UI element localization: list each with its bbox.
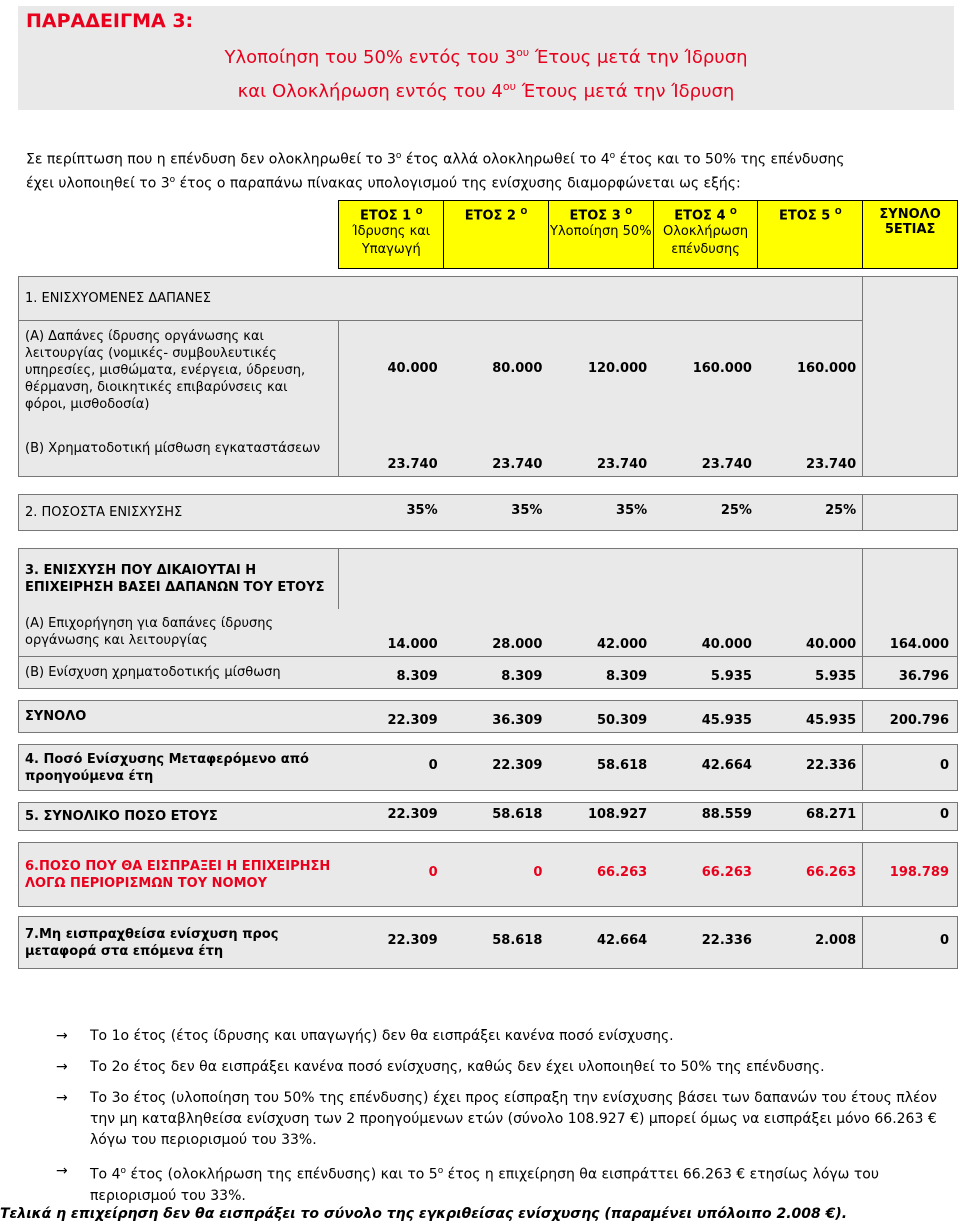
row-6-total: 198.789 — [863, 843, 958, 907]
row-7-label: 7.Μη εισπραχθείσα ενίσχυση προς μεταφορά στα επόμενα έτη — [19, 917, 339, 969]
row-4-y3: 58.618 — [548, 745, 653, 791]
intro-paragraph: Σε περίπτωση που η επένδυση δεν ολοκληρωθεί το $3^o$ έτος αλλά ολοκληρωθεί το $4^o$ έτος και το 50% της επένδυσης έχει υλοποιηθεί το $3^o$ έτος ο παραπάνω πίνακας υπολογισμού της ενίσχυσης διαμορφώνεται ως εξής: — [26, 151, 845, 192]
note-item-1: → Το 1ο έτος (έτος ίδρυσης και υπαγωγής) δεν θα εισπράξει κανένα ποσό ενίσχυσης. — [78, 1026, 950, 1047]
grant-row-b — [19, 657, 958, 689]
percent-y4: 25% — [653, 495, 758, 531]
header-year-3: ΕΤΟΣ 3 $^O$ Υλοποίηση 50% — [548, 201, 653, 269]
row-7-y4: 22.336 — [653, 917, 758, 969]
grant-b-y5: 5.935 — [758, 657, 863, 689]
expense-row-b — [19, 421, 958, 477]
row-7-y5: 2.008 — [758, 917, 863, 969]
row-4 — [19, 745, 958, 791]
expense-a-y2: 80.000 — [444, 321, 549, 421]
row-7-total: 0 — [863, 917, 958, 969]
row-6-y2: 0 — [444, 843, 549, 907]
percent-y3: 35% — [548, 495, 653, 531]
expense-a-y1: 40.000 — [339, 321, 444, 421]
row-7-y3: 42.664 — [548, 917, 653, 969]
row-5-y1: 22.309 — [339, 803, 444, 831]
percent-y1: 35% — [339, 495, 444, 531]
header-year-4: ΕΤΟΣ 4 $^O$ Ολοκλήρωση επένδυσης — [653, 201, 758, 269]
row-6-y5: 66.263 — [758, 843, 863, 907]
arrow-bullet-icon: → — [56, 1163, 68, 1179]
sum-y4: 45.935 — [653, 701, 758, 733]
section-3-title: 3. ΕΝΙΣΧΥΣΗ ΠΟΥ ΔΙΚΑΙΟΥΤΑΙ Η ΕΠΙΧΕΙΡΗΣΗ ΒΑΣΕΙ ΔΑΠΑΝΩΝ ΤΟΥ ΕΤΟΥΣ — [19, 549, 339, 609]
example-label: ΠΑΡΑΔΕΙΓΜΑ 3: — [26, 10, 194, 32]
grant-b-y3: 8.309 — [548, 657, 653, 689]
grant-b-y2: 8.309 — [444, 657, 549, 689]
example-header-box — [18, 6, 954, 110]
grant-b-label: (Β) Ενίσχυση χρηματοδοτικής μίσθωση — [19, 657, 339, 689]
grant-a-y3: 42.000 — [548, 609, 653, 657]
row-4-y2: 22.309 — [444, 745, 549, 791]
section-1-row — [19, 277, 958, 321]
sum-row — [19, 701, 958, 733]
expense-b-y3: 23.740 — [548, 421, 653, 477]
arrow-bullet-icon: → — [56, 1090, 68, 1106]
header-line-2: και Ολοκλήρωση εντός του $4^{o\upsilon}$ Έτους μετά την Ίδρυση — [237, 80, 735, 102]
arrow-bullet-icon: → — [56, 1059, 68, 1075]
row-4-y1: 0 — [339, 745, 444, 791]
grant-a-y2: 28.000 — [444, 609, 549, 657]
grant-a-label: (Α) Επιχορήγηση για δαπάνες ίδρυσης οργάνωσης και λειτουργίας — [19, 609, 339, 657]
support-calculation-table — [18, 200, 958, 969]
section-3-row — [19, 549, 958, 609]
row-4-total: 0 — [863, 745, 958, 791]
row-6-y1: 0 — [339, 843, 444, 907]
row-5-y5: 68.271 — [758, 803, 863, 831]
expense-b-y1: 23.740 — [339, 421, 444, 477]
expense-b-y4: 23.740 — [653, 421, 758, 477]
section-2-title: 2. ΠΟΣΟΣΤΑ ΕΝΙΣΧΥΣΗΣ — [19, 495, 339, 531]
row-6 — [19, 843, 958, 907]
notes-list — [56, 1026, 950, 1217]
row-6-label: 6.ΠΟΣΟ ΠΟΥ ΘΑ ΕΙΣΠΡΑΞΕΙ Η ΕΠΙΧΕΙΡΗΣΗ ΛΟΓΩ ΠΕΡΙΟΡΙΣΜΩΝ ΤΟΥ ΝΟΜΟΥ — [19, 843, 339, 907]
row-7-y2: 58.618 — [444, 917, 549, 969]
row-5-y4: 88.559 — [653, 803, 758, 831]
expense-b-y5: 23.740 — [758, 421, 863, 477]
grant-a-y4: 40.000 — [653, 609, 758, 657]
row-5-y3: 108.927 — [548, 803, 653, 831]
row-7 — [19, 917, 958, 969]
sum-total: 200.796 — [863, 701, 958, 733]
final-note: Τελικά η επιχείρηση δεν θα εισπράξει το σύνολο της εγκριθείσας ενίσχυσης (παραμένει υπόλοιπο 2.008 €). — [0, 1206, 848, 1222]
header-year-5: ΕΤΟΣ 5 $^O$ — [758, 201, 863, 269]
grant-row-a — [19, 609, 958, 657]
note-item-4: → Το $4^o$ έτος (ολοκλήρωση της επένδυσης) και το $5^o$ έτος η επιχείρηση θα εισπράττει 66.263 € ετησίως λόγω του περιορισμού του 33%. — [56, 1163, 879, 1204]
header-year-1: ΕΤΟΣ 1 $^O$ Ίδρυσης και Υπαγωγή — [339, 201, 444, 269]
sum-y3: 50.309 — [548, 701, 653, 733]
grant-a-y1: 14.000 — [339, 609, 444, 657]
expense-a-y4: 160.000 — [653, 321, 758, 421]
row-7-y1: 22.309 — [339, 917, 444, 969]
expense-a-y5: 160.000 — [758, 321, 863, 421]
grant-b-y1: 8.309 — [339, 657, 444, 689]
grant-b-total: 36.796 — [863, 657, 958, 689]
expense-b-label: (Β) Χρηματοδοτική μίσθωση εγκαταστάσεων — [19, 421, 339, 477]
row-4-y4: 42.664 — [653, 745, 758, 791]
row-4-label: 4. Ποσό Ενίσχυσης Μεταφερόμενο από προηγούμενα έτη — [19, 745, 339, 791]
note-item-2: → Το 2ο έτος δεν θα εισπράξει κανένα ποσό ενίσχυσης, καθώς δεν έχει υλοποιηθεί το 50% της επένδυσης. — [78, 1057, 950, 1078]
section-1-title: 1. ΕΝΙΣΧΥΟΜΕΝΕΣ ΔΑΠΑΝΕΣ — [19, 277, 863, 321]
expense-b-y2: 23.740 — [444, 421, 549, 477]
expense-a-label: (Α) Δαπάνες ίδρυσης οργάνωσης και λειτουργίας (νομικές- συμβουλευτικές υπηρεσίες, μισθώματα, ενέργεια, ύδρευση, θέρμανση, διοικητικές επιβαρύνσεις και φόροι, μισθοδοσία) — [19, 321, 339, 421]
grant-a-y5: 40.000 — [758, 609, 863, 657]
percent-y5: 25% — [758, 495, 863, 531]
row-4-y5: 22.336 — [758, 745, 863, 791]
row-5-label: 5. ΣΥΝΟΛΙΚΟ ΠΟΣΟ ΕΤΟΥΣ — [19, 803, 339, 831]
row-6-y3: 66.263 — [548, 843, 653, 907]
expense-row-a — [19, 321, 958, 421]
row-5-y2: 58.618 — [444, 803, 549, 831]
sum-y2: 36.309 — [444, 701, 549, 733]
percent-y2: 35% — [444, 495, 549, 531]
expense-a-y3: 120.000 — [548, 321, 653, 421]
sum-label: ΣΥΝΟΛΟ — [19, 701, 339, 733]
grant-a-total: 164.000 — [863, 609, 958, 657]
row-5-total: 0 — [863, 803, 958, 831]
row-6-y4: 66.263 — [653, 843, 758, 907]
grant-b-y4: 5.935 — [653, 657, 758, 689]
sum-y1: 22.309 — [339, 701, 444, 733]
header-line-1: Υλοποίηση του 50% εντός του $3^{o\upsilon}$ Έτους μετά την Ίδρυση — [224, 46, 748, 68]
percent-row — [19, 495, 958, 531]
row-5 — [19, 803, 958, 831]
header-year-2: ΕΤΟΣ 2 $^O$ — [444, 201, 549, 269]
table-header-row — [19, 201, 958, 269]
arrow-bullet-icon: → — [56, 1028, 68, 1044]
header-total: ΣΥΝΟΛΟ 5ΕΤΙΑΣ — [863, 201, 958, 269]
note-item-3: → Το 3ο έτος (υλοποίηση του 50% της επένδυσης) έχει προς είσπραξη την ενίσχυσης βάσει των δαπανών του έτους πλέον την μη καταβληθείσα ενίσχυση των 2 προηγούμενων ετών (σύνολο 108.927 €) μπορεί όμως να εισπράξει μόνο 66.263 € λόγω του περιορισμού του 33%. — [56, 1090, 937, 1148]
sum-y5: 45.935 — [758, 701, 863, 733]
